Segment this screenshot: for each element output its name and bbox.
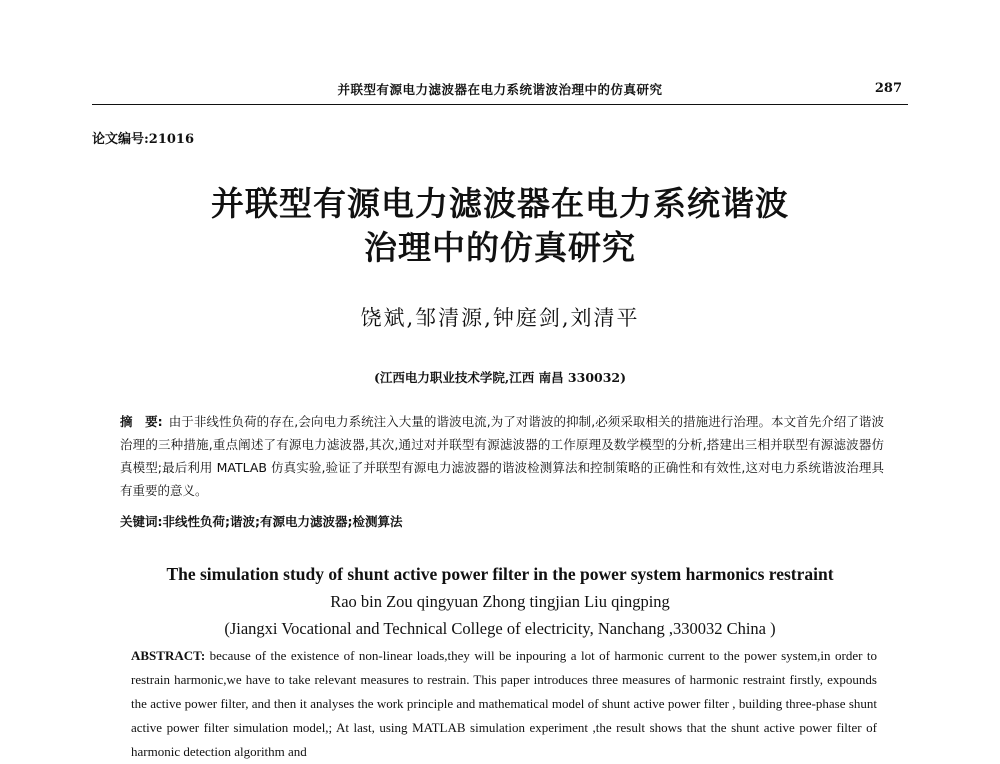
english-title: The simulation study of shunt active power filter in the power system harmonics restraint <box>166 564 834 584</box>
running-title: 并联型有源电力滤波器在电力系统谐波治理中的仿真研究 <box>337 82 663 97</box>
abstract-en <box>131 644 877 764</box>
abstract-en-text: because of the existence of non-linear loads,they will be inpouring a lot of harmonic current to the power system,in order to restrain harmonic,we have to take relevant measures to restrain. This paper introduces three measures of harmonic restraint firstly, expounds the active power filter, and then it analyses the work principle and mathematical model of shunt active power filter , building three-phase shunt active power filter simulation model,; At last, using MATLAB simulation experiment ,the result shows that the shunt active power filter of harmonic detection algorithm and <box>131 648 877 759</box>
paper-title-line-2: 治理中的仿真研究 <box>364 228 636 267</box>
page-number: 287 <box>874 81 902 96</box>
affiliation-cn: (江西电力职业技术学院,江西 南昌 330032) <box>373 370 627 385</box>
keywords-cn: 关键词:非线性负荷;谐波;有源电力滤波器;检测算法 <box>120 514 403 529</box>
authors-cn: 饶斌,邹清源,钟庭剑,刘清平 <box>360 306 640 330</box>
paper-number: 论文编号:21016 <box>92 132 195 147</box>
running-header <box>92 78 908 105</box>
abstract-cn-text: 由于非线性负荷的存在,会向电力系统注入大量的谐波电流,为了对谐波的抑制,必须采取相关的措施进行治理。本文首先介绍了谐波治理的三种措施,重点阐述了有源电力滤波器,其次,通过对并联型有源滤波器的工作原理及数学模型的分析,搭建出三相并联型有源滤波器仿真模型;最后利用 MATLAB 仿真实验,验证了并联型有源电力滤波器的谐波检测算法和控制策略的正确性和有效性,这对电力系统谐波治理具有重要的意义。 <box>120 414 884 498</box>
abstract-en-label: ABSTRACT: <box>131 648 206 663</box>
abstract-cn <box>120 410 884 502</box>
english-affiliation: (Jiangxi Vocational and Technical College of electricity, Nanchang ,330032 China ) <box>224 619 776 638</box>
english-authors: Rao bin Zou qingyuan Zhong tingjian Liu qingping <box>330 592 670 611</box>
abstract-cn-label: 摘 要: <box>120 414 163 429</box>
paper-title-line-1: 并联型有源电力滤波器在电力系统谐波 <box>211 184 789 223</box>
